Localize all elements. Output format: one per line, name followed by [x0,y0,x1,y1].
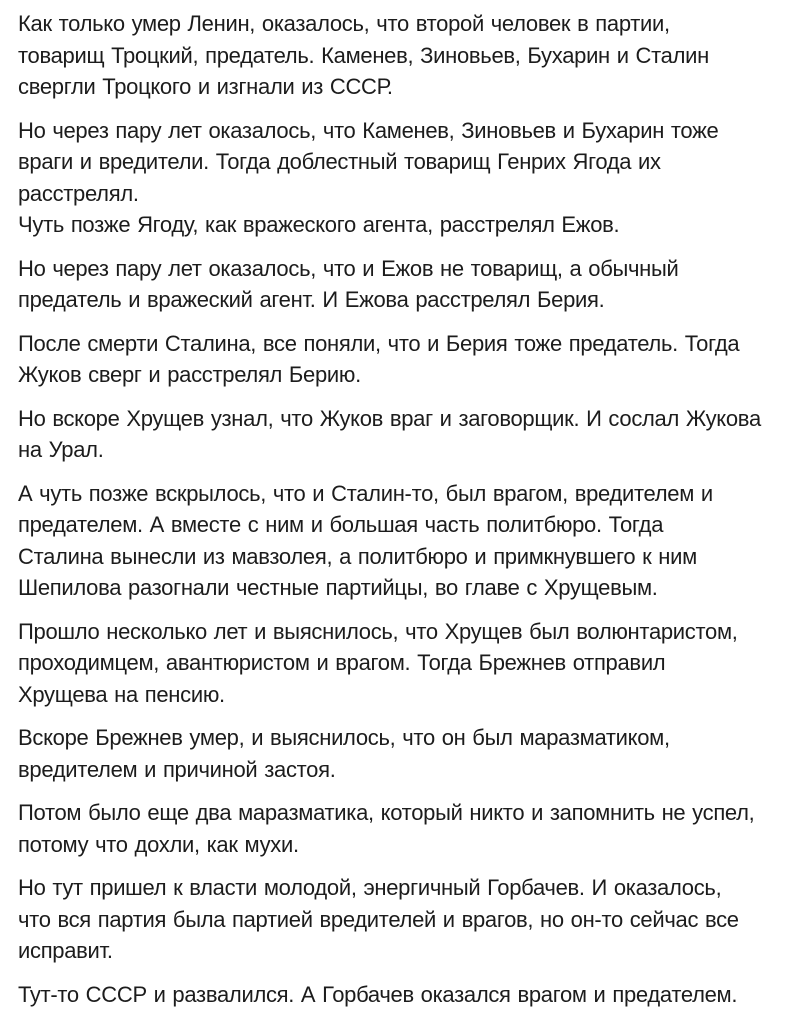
text-line: свергли Троцкого и изгнали из СССР. [18,74,393,99]
paragraph [18,797,776,860]
text-line: потому что дохли, как мухи. [18,831,299,857]
text-line: Тут-то СССР и развалился. А Горбачев оказался врагом и предателем. [18,981,738,1007]
document-body [18,8,776,1022]
text-line: Чуть позже Ягоду, как вражеского агента, расстрелял Ежов. [18,212,620,237]
text-line: Но через пару лет оказалось, что и Ежов не товарищ, а обычный [18,255,679,281]
paragraph [18,8,776,103]
text-line: Сталина вынесли из мавзолея, а политбюро и примкнувшего к ним [18,543,697,569]
paragraph [18,328,776,391]
paragraph [18,403,776,466]
text-line: предателем. А вместе с ним и большая часть политбюро. Тогда [18,512,664,537]
paragraph [18,253,776,316]
text-line: Хрущева на пенсию. [18,681,225,707]
paragraph [18,872,776,967]
text-line: что вся партия была партией вредителей и врагов, но он-то сейчас все [18,906,739,932]
text-line: вредителем и причиной застоя. [18,756,336,782]
paragraph [18,478,776,604]
text-line: исправит. [18,938,113,963]
text-line: расстрелял. [18,180,139,206]
text-line: Шепилова разогнали честные партийцы, во главе с Хрущевым. [18,575,658,600]
text-line: враги и вредители. Тогда доблестный товарищ Генрих Ягода их [18,149,661,174]
text-line: товарищ Троцкий, предатель. Каменев, Зиновьев, Бухарин и Сталин [18,42,709,68]
text-line: Но вскоре Хрущев узнал, что Жуков враг и заговорщик. И сослал Жукова [18,405,761,431]
paragraph [18,616,776,711]
text-line: Вскоре Брежнев умер, и выяснилось, что он был маразматиком, [18,725,670,750]
text-line: Но тут пришел к власти молодой, энергичный Горбачев. И оказалось, [18,875,722,900]
text-line: А чуть позже вскрылось, что и Сталин-то, был врагом, вредителем и [18,480,713,506]
text-line: Потом было еще два маразматика, который никто и запомнить не успел, [18,800,755,825]
text-line: на Урал. [18,437,104,462]
text-line: Жуков сверг и расстрелял Берию. [18,362,361,387]
text-line: Но через пару лет оказалось, что Каменев, Зиновьев и Бухарин тоже [18,117,719,143]
text-line: проходимцем, авантюристом и врагом. Тогда Брежнев отправил [18,650,666,675]
paragraph [18,722,776,785]
paragraph [18,979,776,1011]
text-line: предатель и вражеский агент. И Ежова расстрелял Берия. [18,287,605,312]
text-line: После смерти Сталина, все поняли, что и Берия тоже предатель. Тогда [18,330,740,356]
text-line: Как только умер Ленин, оказалось, что второй человек в партии, [18,11,670,36]
text-line: Прошло несколько лет и выяснилось, что Хрущев был волюнтаристом, [18,618,738,644]
paragraph [18,115,776,241]
